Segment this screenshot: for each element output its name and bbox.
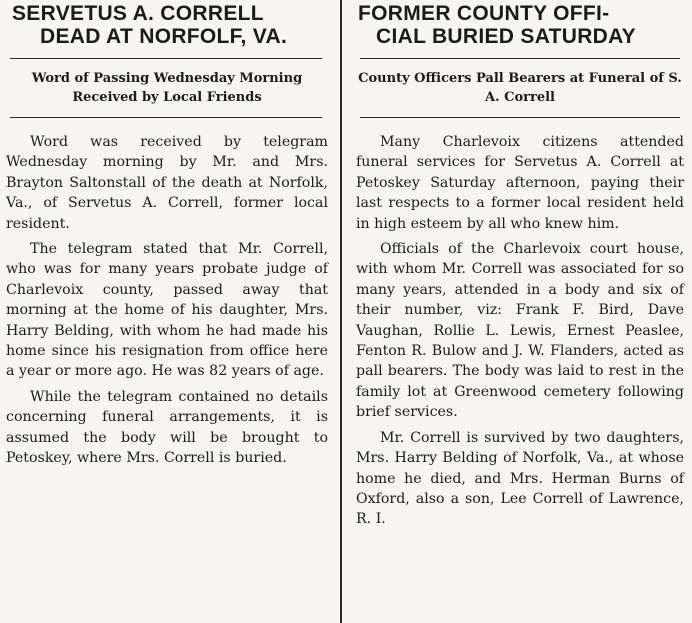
left-headline-line2: DEAD AT NORFOLF, VA.	[40, 25, 288, 48]
right-paragraph-1: Many Charlevoix citizens attended funeral services for Servetus A. Correll at Petoskey Saturday afternoon, paying their last respects to a former local resident held in high esteem by all who knew him.	[356, 134, 684, 232]
right-headline-rule	[360, 58, 680, 59]
left-paragraph-1: Word was received by telegram Wednesday morning by Mr. and Mrs. Brayton Saltonstall of the death at Norfolk, Va., of Servetus A. Correll, former local resident.	[6, 134, 328, 232]
column-divider	[340, 0, 342, 623]
right-subhead-rule	[360, 117, 680, 118]
right-headline	[356, 2, 684, 48]
right-paragraph-2: Officials of the Charlevoix court house, with whom Mr. Correll was associated for so many years, attended in a body and six of their number, viz: Frank F. Bird, Dave Vaughan, Rollie L. Lewis, Ernest Peaslee, Fenton R. Bulow and J. W. Flanders, acted as pall bearers. The body was laid to rest in the family lot at Greenwood cemetery following brief services.	[356, 241, 684, 421]
left-headline	[6, 2, 328, 48]
left-headline-rule	[10, 58, 322, 59]
left-article-body	[6, 132, 328, 469]
left-subhead: Word of Passing Wednesday Morning Received by Local Friends	[31, 71, 303, 105]
right-subhead: County Officers Pall Bearers at Funeral of S. A. Correll	[358, 71, 682, 105]
left-paragraph-3: While the telegram contained no details concerning funeral arrangements, it is assumed the body will be brought to Petoskey, where Mrs. Correll is buried.	[6, 388, 328, 467]
left-article	[0, 0, 338, 623]
right-headline-line2: CIAL BURIED SATURDAY	[376, 25, 636, 48]
left-headline-line1: SERVETUS A. CORRELL	[12, 2, 264, 25]
right-headline-line1: FORMER COUNTY OFFI-	[358, 2, 610, 25]
right-article	[346, 0, 692, 623]
right-article-body	[356, 132, 684, 530]
left-subhead-rule	[10, 117, 322, 118]
right-paragraph-3: Mr. Correll is survived by two daughters, Mrs. Harry Belding of Norfolk, Va., at whose home he died, and Mrs. Herman Burns of Oxford, also a son, Lee Correll of Lawrence, R. I.	[356, 429, 684, 528]
left-paragraph-2: The telegram stated that Mr. Correll, who was for many years probate judge of Charlevoix county, passed away that morning at the home of his daughter, Mrs. Harry Belding, with whom he had made his home since his resignation from office here a year or more ago. He was 82 years of age.	[6, 241, 328, 380]
